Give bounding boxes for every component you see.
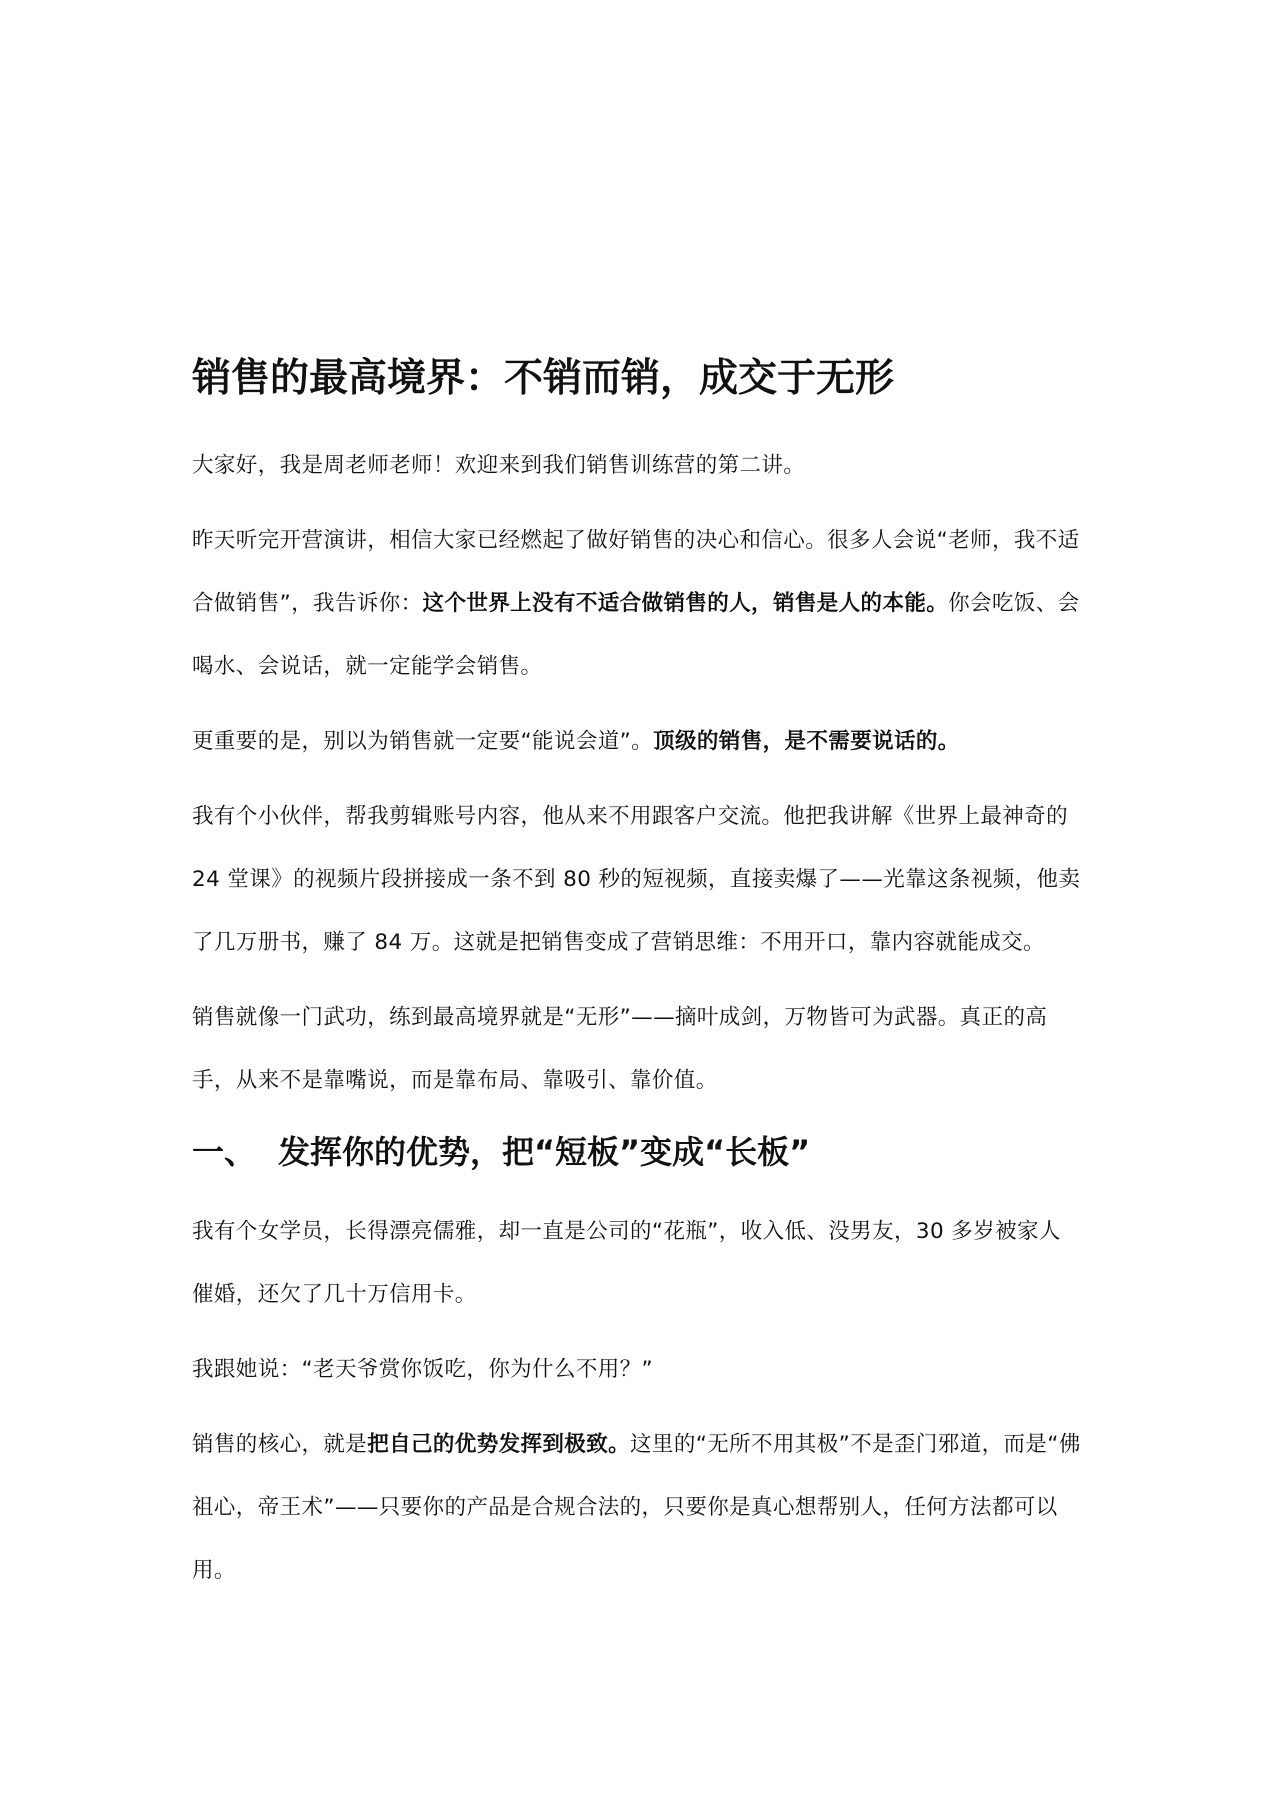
- document-body: [192, 352, 1082, 1614]
- emphasis-text: 把自己的优势发挥到极致。: [367, 1432, 631, 1457]
- paragraph: [192, 1338, 1082, 1401]
- paragraph: [192, 785, 1082, 974]
- paragraph: [192, 1413, 1082, 1602]
- section1-paragraphs: [192, 1200, 1082, 1602]
- paragraph-text: 昨天听完开营演讲，相信大家已经燃起了做好销售的决心和信心。很多人会说“老师，我不适合做销售”，我告诉你：: [192, 528, 1080, 616]
- paragraph-text: 我跟她说：“老天爷赏你饭吃，你为什么不用？”: [192, 1357, 654, 1382]
- section-heading-1: [192, 1126, 1082, 1178]
- paragraph-text: 我有个女学员，长得漂亮儒雅，却一直是公司的“花瓶”，收入低、没男友，30 多岁被家人催婚，还欠了几十万信用卡。: [192, 1219, 1061, 1307]
- paragraph-text: 你会吃饭、会喝水、会说话，就一定能学会销售。: [192, 591, 1080, 679]
- paragraph: [192, 1200, 1082, 1326]
- paragraph: [192, 434, 1082, 497]
- paragraph: [192, 710, 1082, 773]
- paragraph-text: 这里的“无所不用其极”不是歪门邪道，而是“佛祖心，帝王术”——只要你的产品是合规合法的，只要你是真心想帮别人，任何方法都可以用。: [192, 1432, 1081, 1583]
- paragraph-text: 我有个小伙伴，帮我剪辑账号内容，他从来不用跟客户交流。他把我讲解《世界上最神奇的 24 堂课》的视频片段拼接成一条不到 80 秒的短视频，直接卖爆了——光靠这条视频，他卖了几万册书，赚了 84 万。这就是把销售变成了营销思维：不用开口，靠内容就能成交。: [192, 804, 1081, 955]
- paragraph-text: 更重要的是，别以为销售就一定要“能说会道”。: [192, 729, 654, 754]
- document-title: 销售的最高境界：不销而销，成交于无形: [192, 356, 895, 401]
- paragraph-text: 销售的核心，就是: [192, 1432, 368, 1457]
- emphasis-text: 顶级的销售，是不需要说话的。: [653, 729, 960, 754]
- paragraph: [192, 509, 1082, 698]
- section-number: 一、: [192, 1133, 257, 1171]
- paragraph: [192, 986, 1082, 1112]
- intro-paragraphs: [192, 434, 1082, 1112]
- emphasis-text: 这个世界上没有不适合做销售的人，销售是人的本能。: [422, 591, 949, 616]
- section-heading-text: 发挥你的优势，把“短板”变成“长板”: [278, 1133, 811, 1171]
- paragraph-text: 大家好，我是周老师老师！欢迎来到我们销售训练营的第二讲。: [192, 453, 806, 478]
- paragraph-text: 销售就像一门武功，练到最高境界就是“无形”——摘叶成剑，万物皆可为武器。真正的高手，从来不是靠嘴说，而是靠布局、靠吸引、靠价值。: [192, 1005, 1048, 1093]
